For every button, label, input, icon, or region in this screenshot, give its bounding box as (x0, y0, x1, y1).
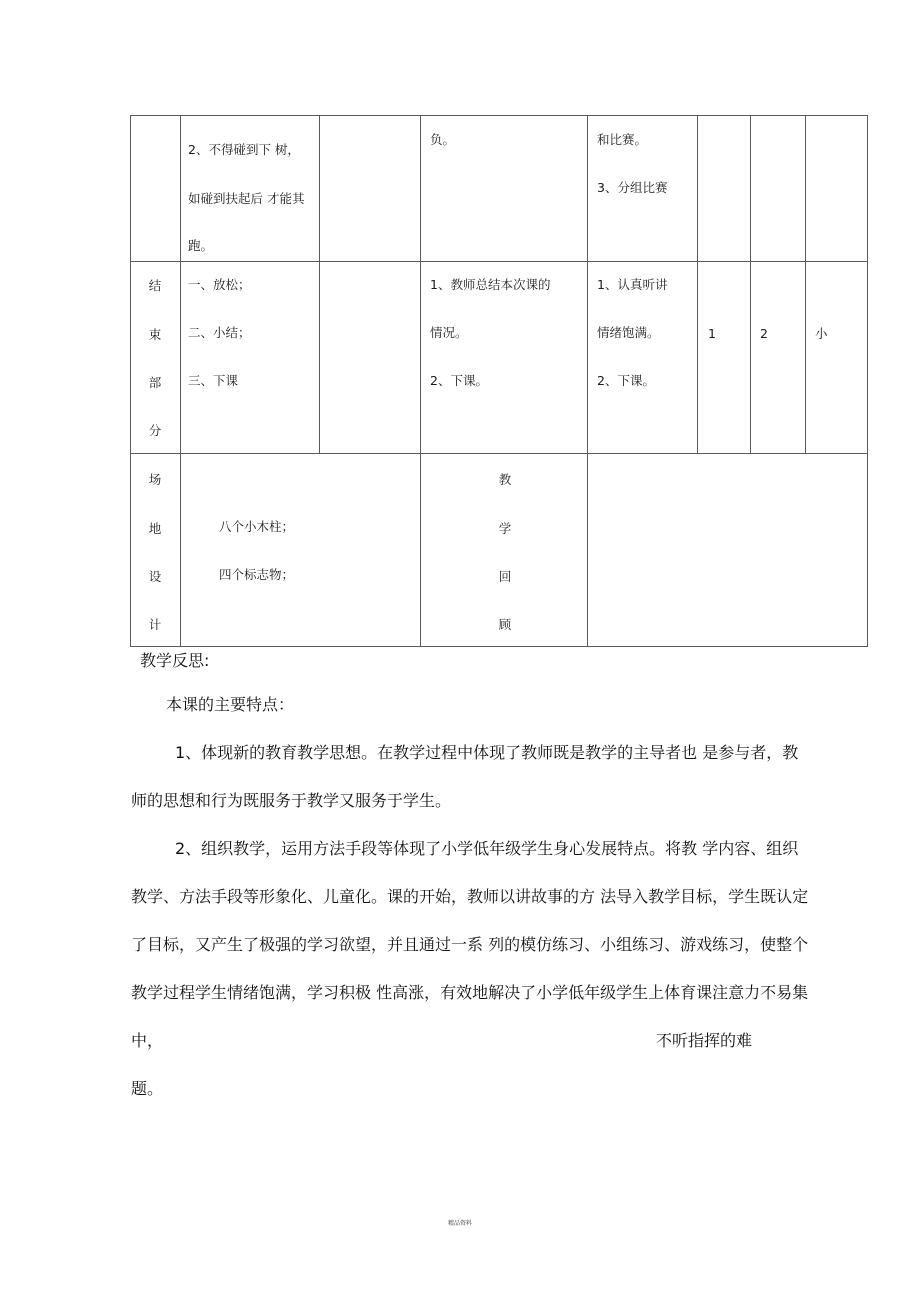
para2-tail-right: 不听指挥的难 (656, 1031, 753, 1050)
row2-teacher-line1: 1、教师总结本次课的 (430, 277, 551, 292)
para2-line2: 教学、方法手段等形象化、儿童化。课的开始，教师以讲故事的方 法导入教学目标，学生既认定 (131, 887, 809, 906)
row2-content-line1: 一、放松； (188, 277, 251, 292)
para2-end: 题。 (131, 1079, 164, 1098)
row2-teacher-line3: 2、下课。 (430, 373, 488, 388)
page-footer: 精品资料 (447, 1220, 472, 1227)
row3-equipment-line1: 八个小木柱； (219, 519, 295, 534)
row1-content-line1: 2、不得碰到下 树， (188, 142, 300, 157)
para2-line4: 教学过程学生情绪饱满，学习积极 性高涨，有效地解决了小学低年级学生上体育课注意力不易集 (131, 983, 809, 1002)
row1-teacher-line1: 负。 (430, 132, 456, 147)
row1-content-line3: 跑。 (188, 238, 214, 253)
row2-intensity: 小 (815, 326, 828, 341)
row1-content-line2: 如碰到扶起后 才能其 (188, 191, 305, 206)
row2-student-line3: 2、下课。 (597, 373, 655, 388)
row2-student-line1: 1、认真听讲 (597, 277, 668, 292)
para2-line1: 2、组织教学，运用方法手段等体现了小学低年级学生身心发展特点。将教 学内容、组织 (175, 839, 799, 858)
row2-times: 1 (708, 326, 716, 341)
row1-student-line1: 和比赛。 (597, 132, 648, 147)
reflection-subheading: 本课的主要特点： (166, 695, 295, 714)
row2-content-line3: 三、下课 (188, 373, 239, 388)
reflection-heading: 教学反思: (140, 651, 210, 670)
para1-line2: 师的思想和行为既服务于教学又服务于学生。 (131, 791, 452, 810)
row2-content-line2: 二、小结； (188, 325, 251, 340)
row2-student-line2: 情绪饱满。 (597, 325, 660, 340)
para2-line3: 了目标，又产生了极强的学习欲望，并且通过一系 列的模仿练习、小组练习、游戏练习，使整个 (131, 935, 809, 954)
para2-tail-left: 中， (131, 1031, 164, 1050)
row3-equipment-line2: 四个标志物； (219, 567, 295, 582)
row2-duration: 2 (760, 326, 768, 341)
row2-teacher-line2: 情况。 (430, 325, 468, 340)
row1-student-line2: 3、分组比赛 (597, 180, 668, 195)
para1-line1: 1、体现新的教育教学思想。在教学过程中体现了教师既是教学的主导者也 是参与者，教 (175, 743, 799, 762)
